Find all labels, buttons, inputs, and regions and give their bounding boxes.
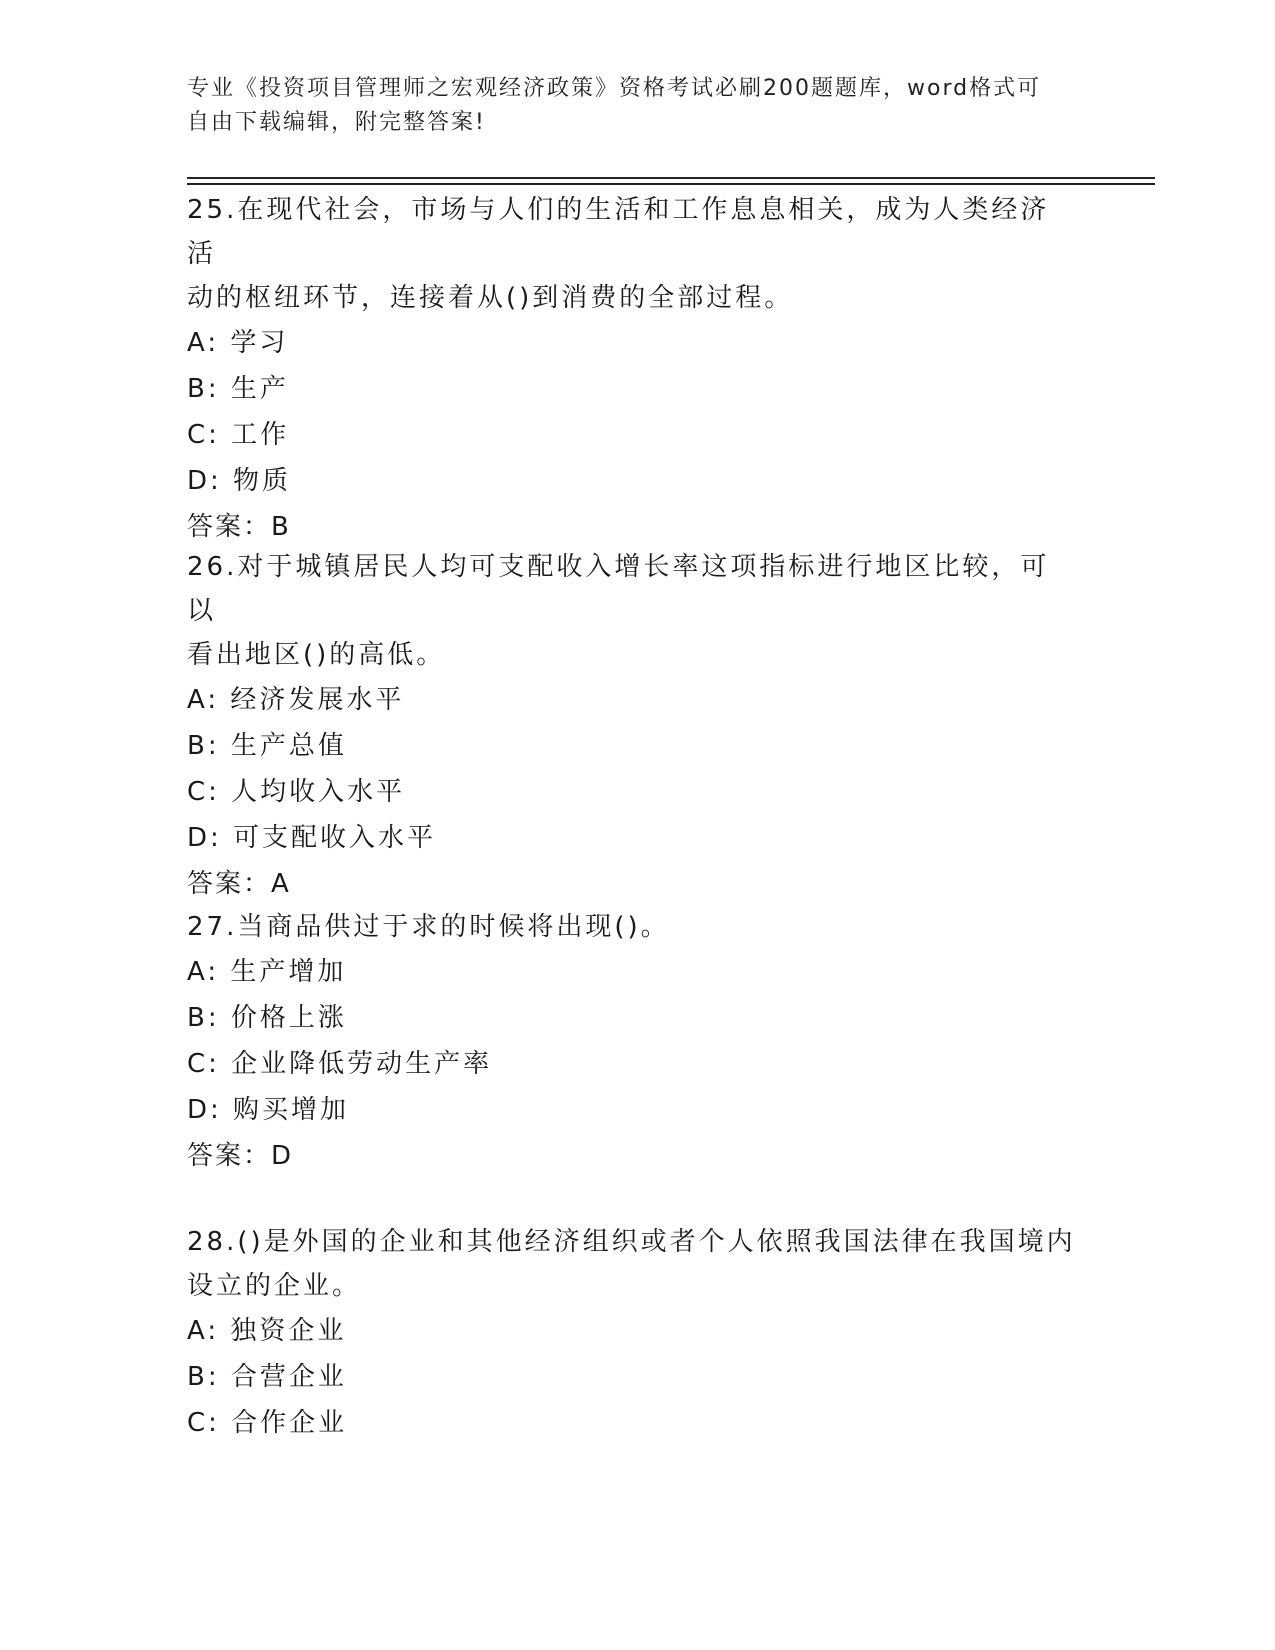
question-stem-line: 28.()是外国的企业和其他经济组织或者个人依照我国法律在我国境内 [187,1227,1076,1257]
answer-line: 答案：B [187,512,291,542]
answer-line: 答案：D [187,1141,294,1171]
option-a: A: 经济发展水平 [187,685,405,715]
question-25 [187,188,1077,550]
question-28 [187,1220,1077,1446]
option-c: C: 企业降低劳动生产率 [187,1049,493,1079]
option-c: C: 人均收入水平 [187,777,406,807]
question-stem-line: 看出地区()的高低。 [187,640,446,670]
header-divider-top [187,177,1155,179]
option-d: D: 物质 [187,466,292,496]
question-26 [187,545,1077,907]
header-line-1: 专业《投资项目管理师之宏观经济政策》资格考试必刷200题题库，word格式可 [187,76,1042,101]
header-divider-bottom [187,183,1155,185]
option-b: B: 合营企业 [187,1362,347,1392]
answer-line: 答案：A [187,869,291,899]
question-stem-line: 25.在现代社会，市场与人们的生活和工作息息相关，成为人类经济活 [187,195,1050,269]
option-b: B: 生产总值 [187,731,347,761]
option-a: A: 学习 [187,328,289,358]
option-c: C: 合作企业 [187,1408,348,1438]
question-stem-line: 26.对于城镇居民人均可支配收入增长率这项指标进行地区比较，可以 [187,552,1050,626]
question-stem-line: 动的枢纽环节，连接着从()到消费的全部过程。 [187,283,794,313]
header-line-2: 自由下载编辑，附完整答案! [187,110,486,135]
option-d: D: 购买增加 [187,1095,350,1125]
question-27 [187,905,1077,1179]
option-b: B: 生产 [187,374,289,404]
option-a: A: 独资企业 [187,1316,347,1346]
question-stem-line: 27.当商品供过于求的时候将出现()。 [187,912,670,942]
option-a: A: 生产增加 [187,957,347,987]
option-d: D: 可支配收入水平 [187,823,437,853]
option-c: C: 工作 [187,420,290,450]
question-stem-line: 设立的企业。 [187,1271,362,1301]
option-b: B: 价格上涨 [187,1003,347,1033]
document-header [187,72,1067,140]
